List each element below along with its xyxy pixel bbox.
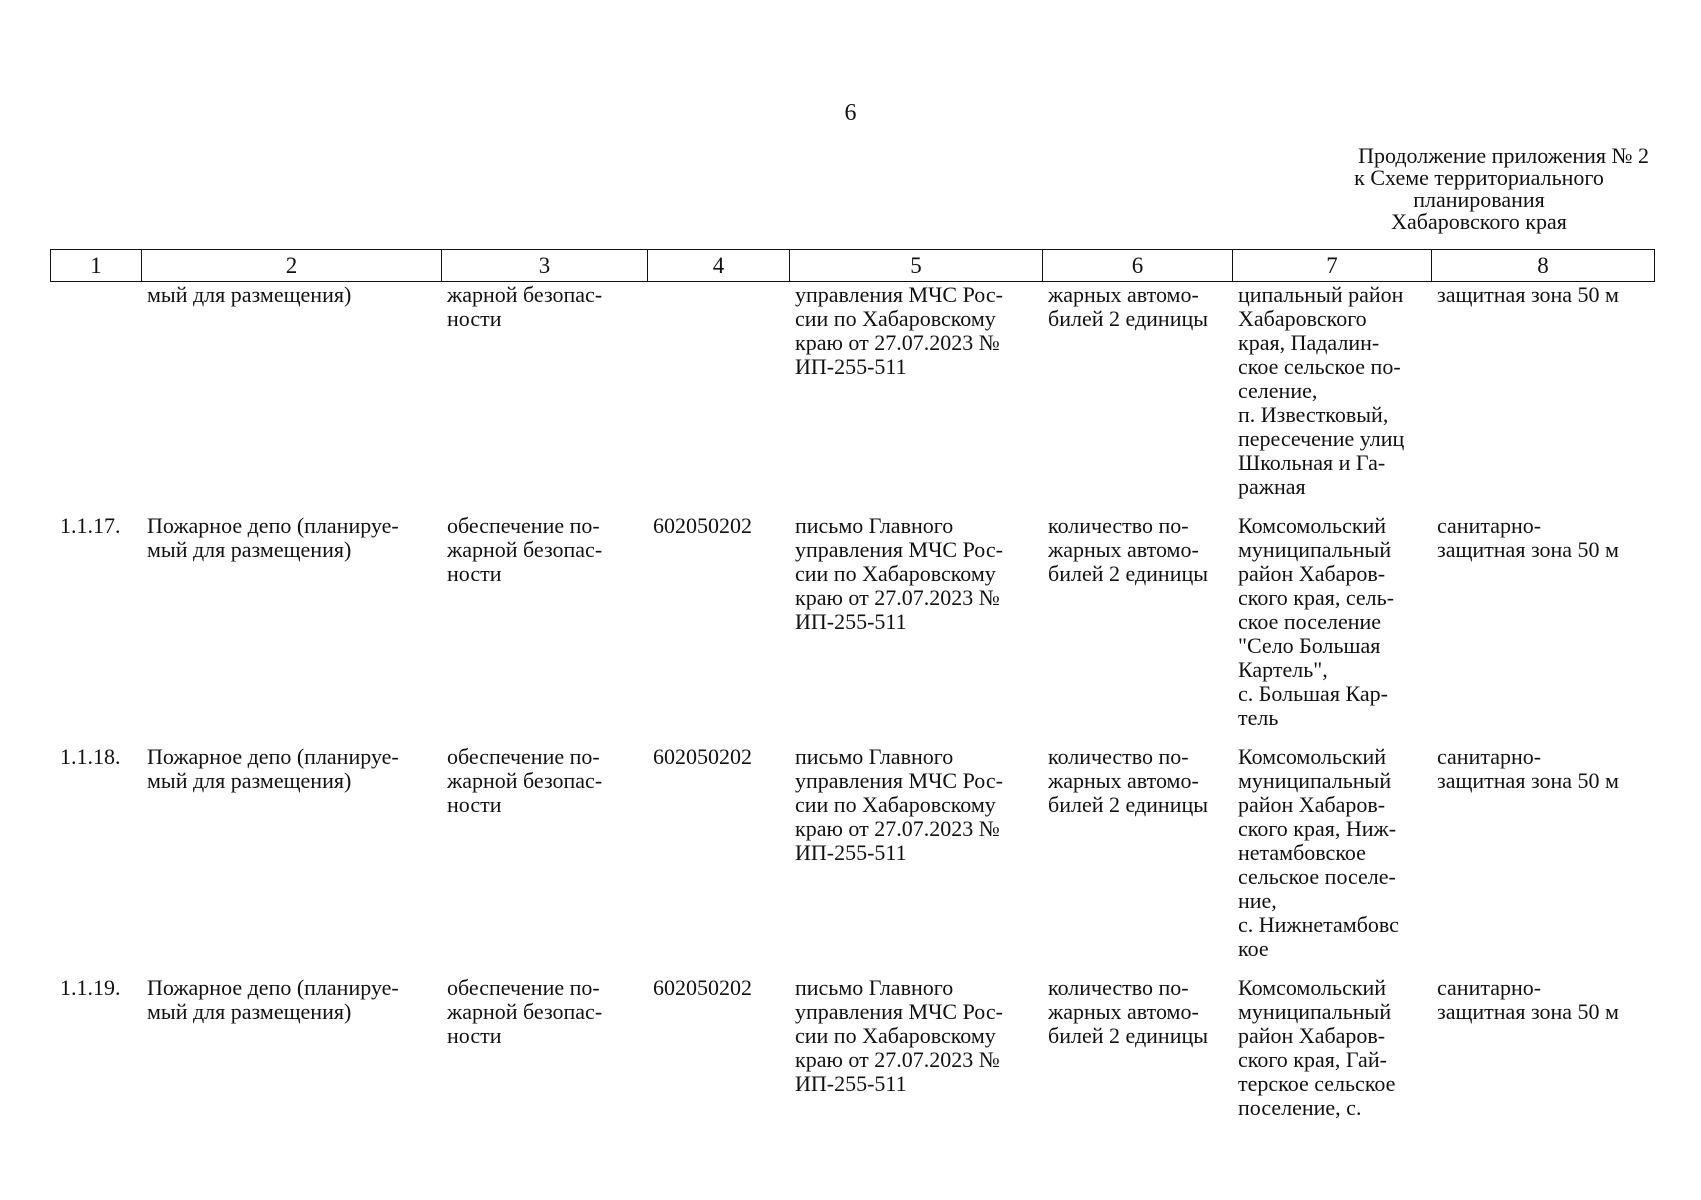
column-header-8: 8 bbox=[1432, 250, 1655, 282]
appendix-note-line-3: планирования bbox=[1413, 187, 1545, 212]
row-number: 1.1.18. bbox=[60, 744, 121, 769]
appendix-note-line-4: Хабаровского края bbox=[1391, 209, 1567, 234]
basis-document: письмо Главного управления МЧС Рос- сии по Хабаровскому краю от 27.07.2023 № ИП-255-511 bbox=[795, 513, 1003, 634]
table-row bbox=[50, 976, 1660, 1136]
object-name: мый для размещения) bbox=[147, 282, 352, 307]
column-header-2: 2 bbox=[142, 250, 442, 282]
object-characteristics: количество по- жарных автомо- билей 2 единицы bbox=[1048, 744, 1209, 817]
basis-document: письмо Главного управления МЧС Рос- сии по Хабаровскому краю от 27.07.2023 № ИП-255-511 bbox=[795, 975, 1003, 1096]
object-location: ципальный район Хабаровского края, Падалин- ское сельское по- селение, п. Известковый, пересечение улиц Школьная и Га- ражная bbox=[1238, 282, 1405, 499]
appendix-note bbox=[1309, 145, 1649, 233]
restriction-zone: санитарно- защитная зона 50 м bbox=[1437, 513, 1619, 562]
object-name: Пожарное депо (планируе- мый для размещения) bbox=[147, 744, 399, 793]
page-number: 6 bbox=[844, 100, 857, 126]
object-name: Пожарное депо (планируе- мый для размещения) bbox=[147, 975, 399, 1024]
object-characteristics: жарных автомо- билей 2 единицы bbox=[1048, 282, 1209, 331]
restriction-zone: санитарно- защитная зона 50 м bbox=[1437, 744, 1619, 793]
basis-document: управления МЧС Рос- сии по Хабаровскому краю от 27.07.2023 № ИП-255-511 bbox=[795, 282, 1003, 379]
object-code: 602050202 bbox=[653, 513, 752, 538]
object-purpose: обеспечение по- жарной безопас- ности bbox=[447, 975, 603, 1048]
column-header-7: 7 bbox=[1233, 250, 1432, 282]
object-purpose: обеспечение по- жарной безопас- ности bbox=[447, 513, 603, 586]
object-characteristics: количество по- жарных автомо- билей 2 единицы bbox=[1048, 513, 1209, 586]
restriction-zone: защитная зона 50 м bbox=[1437, 282, 1619, 307]
column-header-4: 4 bbox=[648, 250, 790, 282]
column-header-3: 3 bbox=[442, 250, 648, 282]
column-header-1: 1 bbox=[51, 250, 142, 282]
column-header-6: 6 bbox=[1043, 250, 1233, 282]
column-header-5: 5 bbox=[790, 250, 1043, 282]
column-number-header bbox=[50, 249, 1655, 282]
basis-document: письмо Главного управления МЧС Рос- сии по Хабаровскому краю от 27.07.2023 № ИП-255-511 bbox=[795, 744, 1003, 865]
table-row bbox=[50, 514, 1660, 745]
row-number: 1.1.17. bbox=[60, 513, 121, 538]
object-code: 602050202 bbox=[653, 744, 752, 769]
table-row bbox=[50, 283, 1660, 514]
object-purpose: обеспечение по- жарной безопас- ности bbox=[447, 744, 603, 817]
object-location: Комсомольский муниципальный район Хабаров- ского края, сель- ское поселение "Село Большая Картель", с. Большая Кар- тель bbox=[1238, 513, 1395, 730]
object-name: Пожарное депо (планируе- мый для размещения) bbox=[147, 513, 399, 562]
table-row bbox=[50, 745, 1660, 976]
appendix-note-line-2: к Схеме территориального bbox=[1354, 165, 1604, 190]
object-location: Комсомольский муниципальный район Хабаров- ского края, Гай- терское сельское поселение, с. bbox=[1238, 975, 1396, 1120]
object-purpose: жарной безопас- ности bbox=[447, 282, 603, 331]
table-body bbox=[50, 283, 1660, 1136]
object-location: Комсомольский муниципальный район Хабаров- ского края, Ниж- нетамбовское сельское поселе- ние, с. Нижнетамбовс кое bbox=[1238, 744, 1399, 961]
row-number: 1.1.19. bbox=[60, 975, 121, 1000]
object-characteristics: количество по- жарных автомо- билей 2 единицы bbox=[1048, 975, 1209, 1048]
object-code: 602050202 bbox=[653, 975, 752, 1000]
appendix-note-line-1: Продолжение приложения № 2 bbox=[1358, 143, 1649, 168]
restriction-zone: санитарно- защитная зона 50 м bbox=[1437, 975, 1619, 1024]
